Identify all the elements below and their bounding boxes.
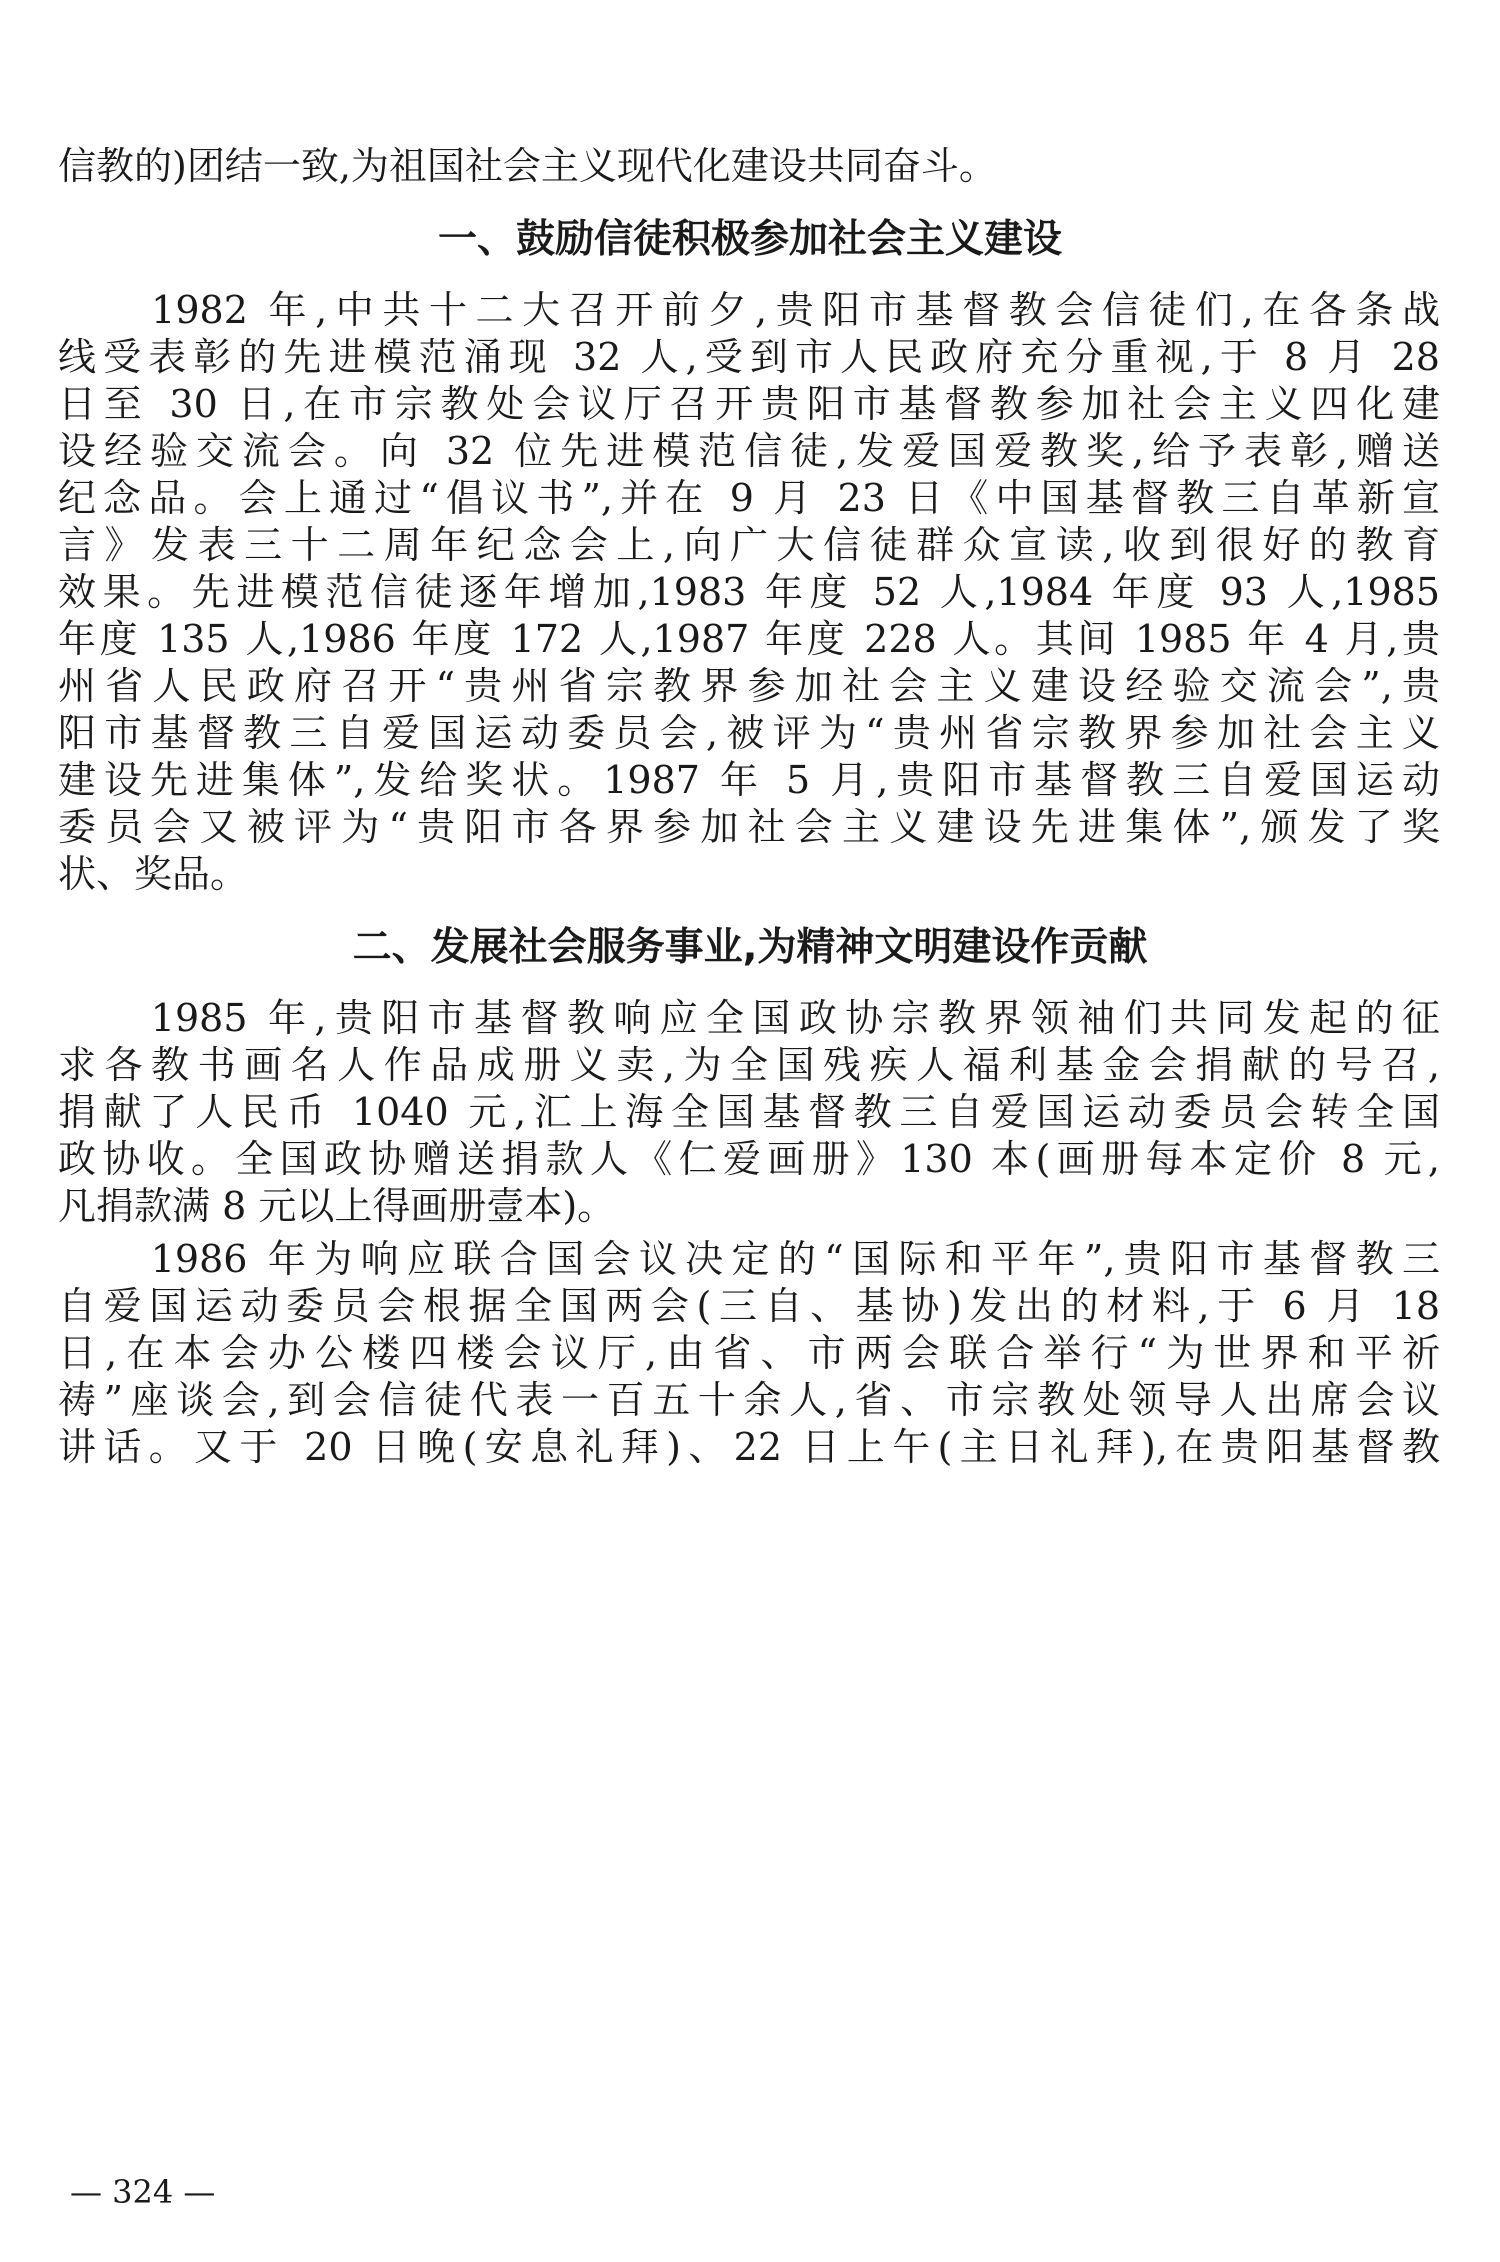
- body-line: 建设先进集体”,发给奖状。1987 年 5 月,贵阳市基督教三自爱国运动: [58, 758, 1440, 802]
- section-heading-2: 二、发展社会服务事业,为精神文明建设作贡献: [352, 925, 1148, 970]
- body-line: 1986 年为响应联合国会议决定的“国际和平年”,贵阳市基督教三: [58, 1237, 1440, 1281]
- body-line: 1985 年,贵阳市基督教响应全国政协宗教界领袖们共同发起的征: [58, 996, 1440, 1040]
- body-line: 状、奖品。: [58, 852, 249, 896]
- body-line: 日至 30 日,在市宗教处会议厅召开贵阳市基督教参加社会主义四化建: [58, 382, 1440, 426]
- page-number: — 324 —: [70, 2173, 216, 2211]
- body-line: 年度 135 人,1986 年度 172 人,1987 年度 228 人。其间 1985 年 4 月,贵: [58, 617, 1440, 661]
- body-line: 效果。先进模范信徒逐年增加,1983 年度 52 人,1984 年度 93 人,1985: [58, 570, 1440, 614]
- body-line: 祷”座谈会,到会信徒代表一百五十余人,省、市宗教处领导人出席会议: [58, 1378, 1440, 1422]
- body-line: 设经验交流会。向 32 位先进模范信徒,发爱国爱教奖,给予表彰,赠送: [58, 429, 1440, 473]
- body-line: 日,在本会办公楼四楼会议厅,由省、市两会联合举行“为世界和平祈: [58, 1331, 1440, 1375]
- body-line: 州省人民政府召开“贵州省宗教界参加社会主义建设经验交流会”,贵: [58, 664, 1440, 708]
- body-line: 凡捐款满 8 元以上得画册壹本)。: [58, 1184, 616, 1228]
- section-heading-1: 一、鼓励信徒积极参加社会主义建设: [437, 217, 1062, 262]
- body-line: 政协收。全国政协赠送捐款人《仁爱画册》130 本(画册每本定价 8 元,: [58, 1137, 1440, 1181]
- body-line: 讲话。又于 20 日晚(安息礼拜)、22 日上午(主日礼拜),在贵阳基督教: [58, 1425, 1440, 1469]
- intro-line: 信教的)团结一致,为祖国社会主义现代化建设共同奋斗。: [58, 144, 997, 188]
- body-line: 阳市基督教三自爱国运动委员会,被评为“贵州省宗教界参加社会主义: [58, 711, 1440, 755]
- body-line: 求各教书画名人作品成册义卖,为全国残疾人福利基金会捐献的号召,: [58, 1043, 1440, 1087]
- body-line: 1982 年,中共十二大召开前夕,贵阳市基督教会信徒们,在各条战: [58, 288, 1440, 332]
- body-line: 纪念品。会上通过“倡议书”,并在 9 月 23 日《中国基督教三自革新宣: [58, 476, 1440, 520]
- body-line: 自爱国运动委员会根据全国两会(三自、基协)发出的材料,于 6 月 18: [58, 1284, 1440, 1328]
- body-line: 线受表彰的先进模范涌现 32 人,受到市人民政府充分重视,于 8 月 28: [58, 335, 1440, 379]
- body-line: 言》发表三十二周年纪念会上,向广大信徒群众宣读,收到很好的教育: [58, 523, 1440, 567]
- body-line: 委员会又被评为“贵阳市各界参加社会主义建设先进集体”,颁发了奖: [58, 805, 1440, 849]
- body-line: 捐献了人民币 1040 元,汇上海全国基督教三自爱国运动委员会转全国: [58, 1090, 1440, 1134]
